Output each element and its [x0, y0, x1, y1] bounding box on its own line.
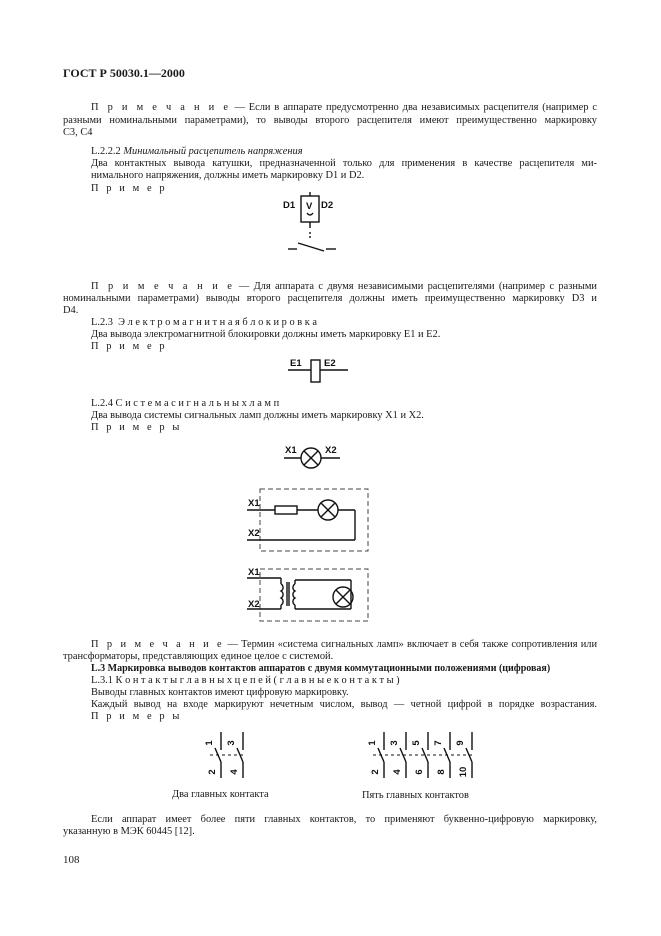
l31-line-1: Выводы главных контактов имеют цифровую маркировку.: [91, 687, 349, 698]
l23-line-1: Два вывода электромагнитной блокировки должны иметь маркировку E1 и E2.: [91, 329, 441, 340]
document-header: ГОСТ Р 50030.1—2000: [63, 66, 185, 80]
caption-two-contacts: Два главных контакта: [172, 789, 269, 800]
contact-output-label: 2: [370, 769, 381, 775]
note-1-line-2: разными номинальными параметрами), то выводы второго расцепителя имеют преимущественно маркировку: [63, 115, 597, 126]
transformer-secondary-icon: [293, 584, 295, 605]
contact-output-label: 4: [229, 769, 240, 775]
coil-label-v: V: [306, 201, 313, 212]
note-text: — Для аппарата с двумя независимыми расцепителями (например с разными: [238, 281, 597, 292]
two-main-contacts-diagram: [205, 728, 265, 782]
terminal-label-d1: D1: [283, 200, 296, 211]
electromagnetic-interlock-diagram: [282, 352, 372, 387]
section-title: Э л е к т р о м а г н и т н а я б л о к и р о в к а: [118, 317, 318, 328]
closing-line-2: указанную в МЭК 60445 [12].: [63, 826, 195, 837]
section-title: С и с т е м а с и г н а л ь н ы х л а м п: [115, 398, 280, 409]
note-label: П р и м е ч а н и е: [91, 102, 231, 113]
contact-input-label: 3: [389, 740, 400, 746]
contact-output-label: 10: [458, 766, 469, 778]
terminal-label-x2: X2: [248, 528, 260, 539]
contact-input-label: 7: [433, 740, 444, 746]
terminal-label-x1: X1: [248, 498, 260, 509]
note-2-line-2: номинальными параметрами) выводы второго расцепителя должны иметь преимущественно маркировку D3 и: [63, 293, 597, 304]
note-label: П р и м е ч а н и е: [91, 281, 235, 292]
note-1-line-3: C3, C4: [63, 127, 93, 138]
section-number: L.2.4: [91, 398, 113, 409]
l31-line-2: Каждый вывод на входе маркируют нечетным числом, вывод — четной цифрой в порядке возрастания.: [91, 699, 597, 710]
contact-input-label: 3: [226, 740, 237, 746]
note-1-line-1: [91, 101, 597, 114]
l222-line-1: Два контактных вывода катушки, предназначенной только для применения в качестве расцепителя ми-: [91, 158, 597, 169]
section-number: L.2.2.2: [91, 146, 121, 157]
signal-lamp-with-resistor-diagram: [245, 486, 375, 556]
section-number: L.3.1: [91, 675, 113, 686]
contact-input-label: 9: [455, 740, 466, 746]
contact-output-label: 6: [414, 769, 425, 775]
examples-label: П р и м е р ы: [91, 422, 183, 433]
transformer-primary-icon: [281, 584, 283, 605]
note-2-line-3: D4.: [63, 305, 79, 316]
section-title: Минимальный расцепитель напряжения: [123, 146, 303, 157]
undervoltage-symbol-icon: [307, 213, 313, 215]
l24-line-1: Два вывода системы сигнальных ламп должны иметь маркировку X1 и X2.: [91, 410, 424, 421]
section-number: L.2.3: [91, 317, 113, 328]
contact-input-label: 1: [204, 740, 215, 746]
terminal-label-e1: E1: [290, 358, 302, 369]
terminal-label-x2: X2: [325, 445, 337, 456]
terminal-label-x1: X1: [248, 567, 260, 578]
contact-output-label: 8: [436, 769, 447, 775]
signal-lamp-with-transformer-diagram: [245, 566, 375, 626]
example-label: П р и м е р: [91, 341, 168, 352]
note-3-line-2: трансформаторы, представляющих единое целое с системой.: [63, 651, 334, 662]
examples-label: П р и м е р ы: [91, 711, 183, 722]
closing-line-1: Если аппарат имеет более пяти главных контактов, то применяют буквенно-цифровую маркировку,: [91, 814, 597, 825]
undervoltage-release-diagram: [270, 192, 350, 262]
contact-input-label: 1: [367, 740, 378, 746]
signal-lamp-diagram: [280, 440, 360, 476]
l222-line-2: нимального напряжения, должны иметь маркировку D1 и D2.: [91, 170, 365, 181]
five-main-contacts-diagram: [366, 728, 496, 782]
terminal-label-x1: X1: [285, 445, 297, 456]
note-text: — Если в аппарате предусмотренно два независимых расцепителя (например с: [234, 102, 597, 113]
terminal-label-e2: E2: [324, 358, 336, 369]
section-heading-l3: L.3 Маркировка выводов контактов аппаратов с двумя коммутационными положениями (цифровая): [91, 663, 551, 674]
note-label: П р и м е ч а н и е: [91, 639, 225, 650]
caption-five-contacts: Пять главных контактов: [362, 790, 469, 801]
example-label: П р и м е р: [91, 183, 168, 194]
contact-output-label: 2: [207, 769, 218, 775]
contact-input-label: 5: [411, 740, 422, 746]
terminal-label-d2: D2: [321, 200, 334, 211]
resistor-icon: [275, 506, 297, 514]
page-number: 108: [63, 854, 80, 866]
section-title: К о н т а к т ы г л а в н ы х ц е п е й ( г л а в н ы е к о н т а к т ы ): [115, 675, 400, 686]
terminal-label-x2: X2: [248, 599, 260, 610]
contact-output-label: 4: [392, 769, 403, 775]
note-text: — Термин «система сигнальных ламп» включает в себя также сопротивления или: [227, 639, 598, 650]
